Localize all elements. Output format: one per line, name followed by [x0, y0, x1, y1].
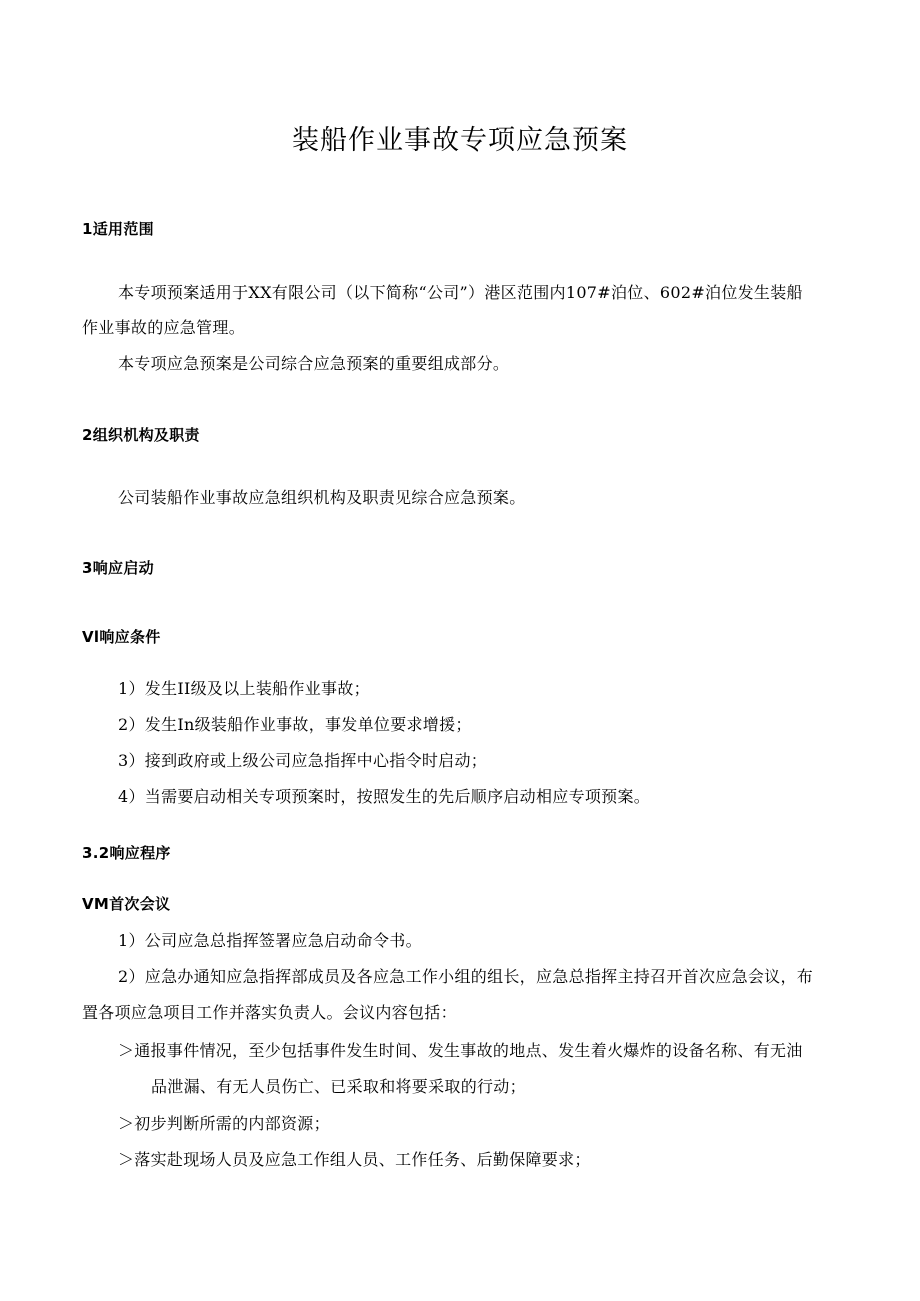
section-2-paragraph-1: 公司装船作业事故应急组织机构及职责见综合应急预案。 [118, 488, 526, 507]
section-1-heading: 1适用范围 [82, 220, 154, 238]
condition-item-3: 3）接到政府或上级公司应急指挥中心指令时启动； [118, 751, 488, 770]
section-3-2-1-heading: VM首次会议 [82, 895, 171, 913]
meeting-item-2-line-2: 置各项应急项目工作并落实负责人。会议内容包括： [82, 1003, 457, 1022]
meeting-bullet-3: ＞落实赴现场人员及应急工作组人员、工作任务、后勤保障要求； [118, 1150, 591, 1169]
section-1-paragraph-2: 本专项应急预案是公司综合应急预案的重要组成部分。 [118, 354, 510, 373]
document-title: 装船作业事故专项应急预案 [292, 125, 628, 156]
meeting-bullet-1-line-1: ＞通报事件情况，至少包括事件发生时间、发生事故的地点、发生着火爆炸的设备名称、有无油 [118, 1041, 803, 1060]
meeting-bullet-2: ＞初步判断所需的内部资源； [118, 1114, 330, 1133]
condition-item-2: 2）发生In级装船作业事故，事发单位要求增援； [118, 715, 472, 734]
section-2-heading: 2组织机构及职责 [82, 426, 200, 444]
condition-item-1: 1）发生II级及以上装船作业事故； [118, 679, 370, 698]
section-1-paragraph-1-line-2: 作业事故的应急管理。 [82, 318, 246, 337]
section-3-heading: 3响应启动 [82, 559, 154, 577]
meeting-bullet-1-line-2: 品泄漏、有无人员伤亡、已采取和将要采取的行动； [151, 1077, 526, 1096]
condition-item-4: 4）当需要启动相关专项预案时，按照发生的先后顺序启动相应专项预案。 [118, 787, 651, 806]
meeting-item-2-line-1: 2）应急办通知应急指挥部成员及各应急工作小组的组长，应急总指挥主持召开首次应急会议，布 [118, 967, 814, 986]
meeting-item-1: 1）公司应急总指挥签署应急启动命令书。 [118, 931, 422, 950]
section-3-1-heading: Vl响应条件 [82, 628, 161, 646]
section-1-paragraph-1-line-1: 本专项预案适用于XX有限公司（以下简称“公司”）港区范围内107#泊位、602#泊位发生装船 [118, 283, 803, 302]
section-3-2-heading: 3.2响应程序 [82, 844, 171, 862]
